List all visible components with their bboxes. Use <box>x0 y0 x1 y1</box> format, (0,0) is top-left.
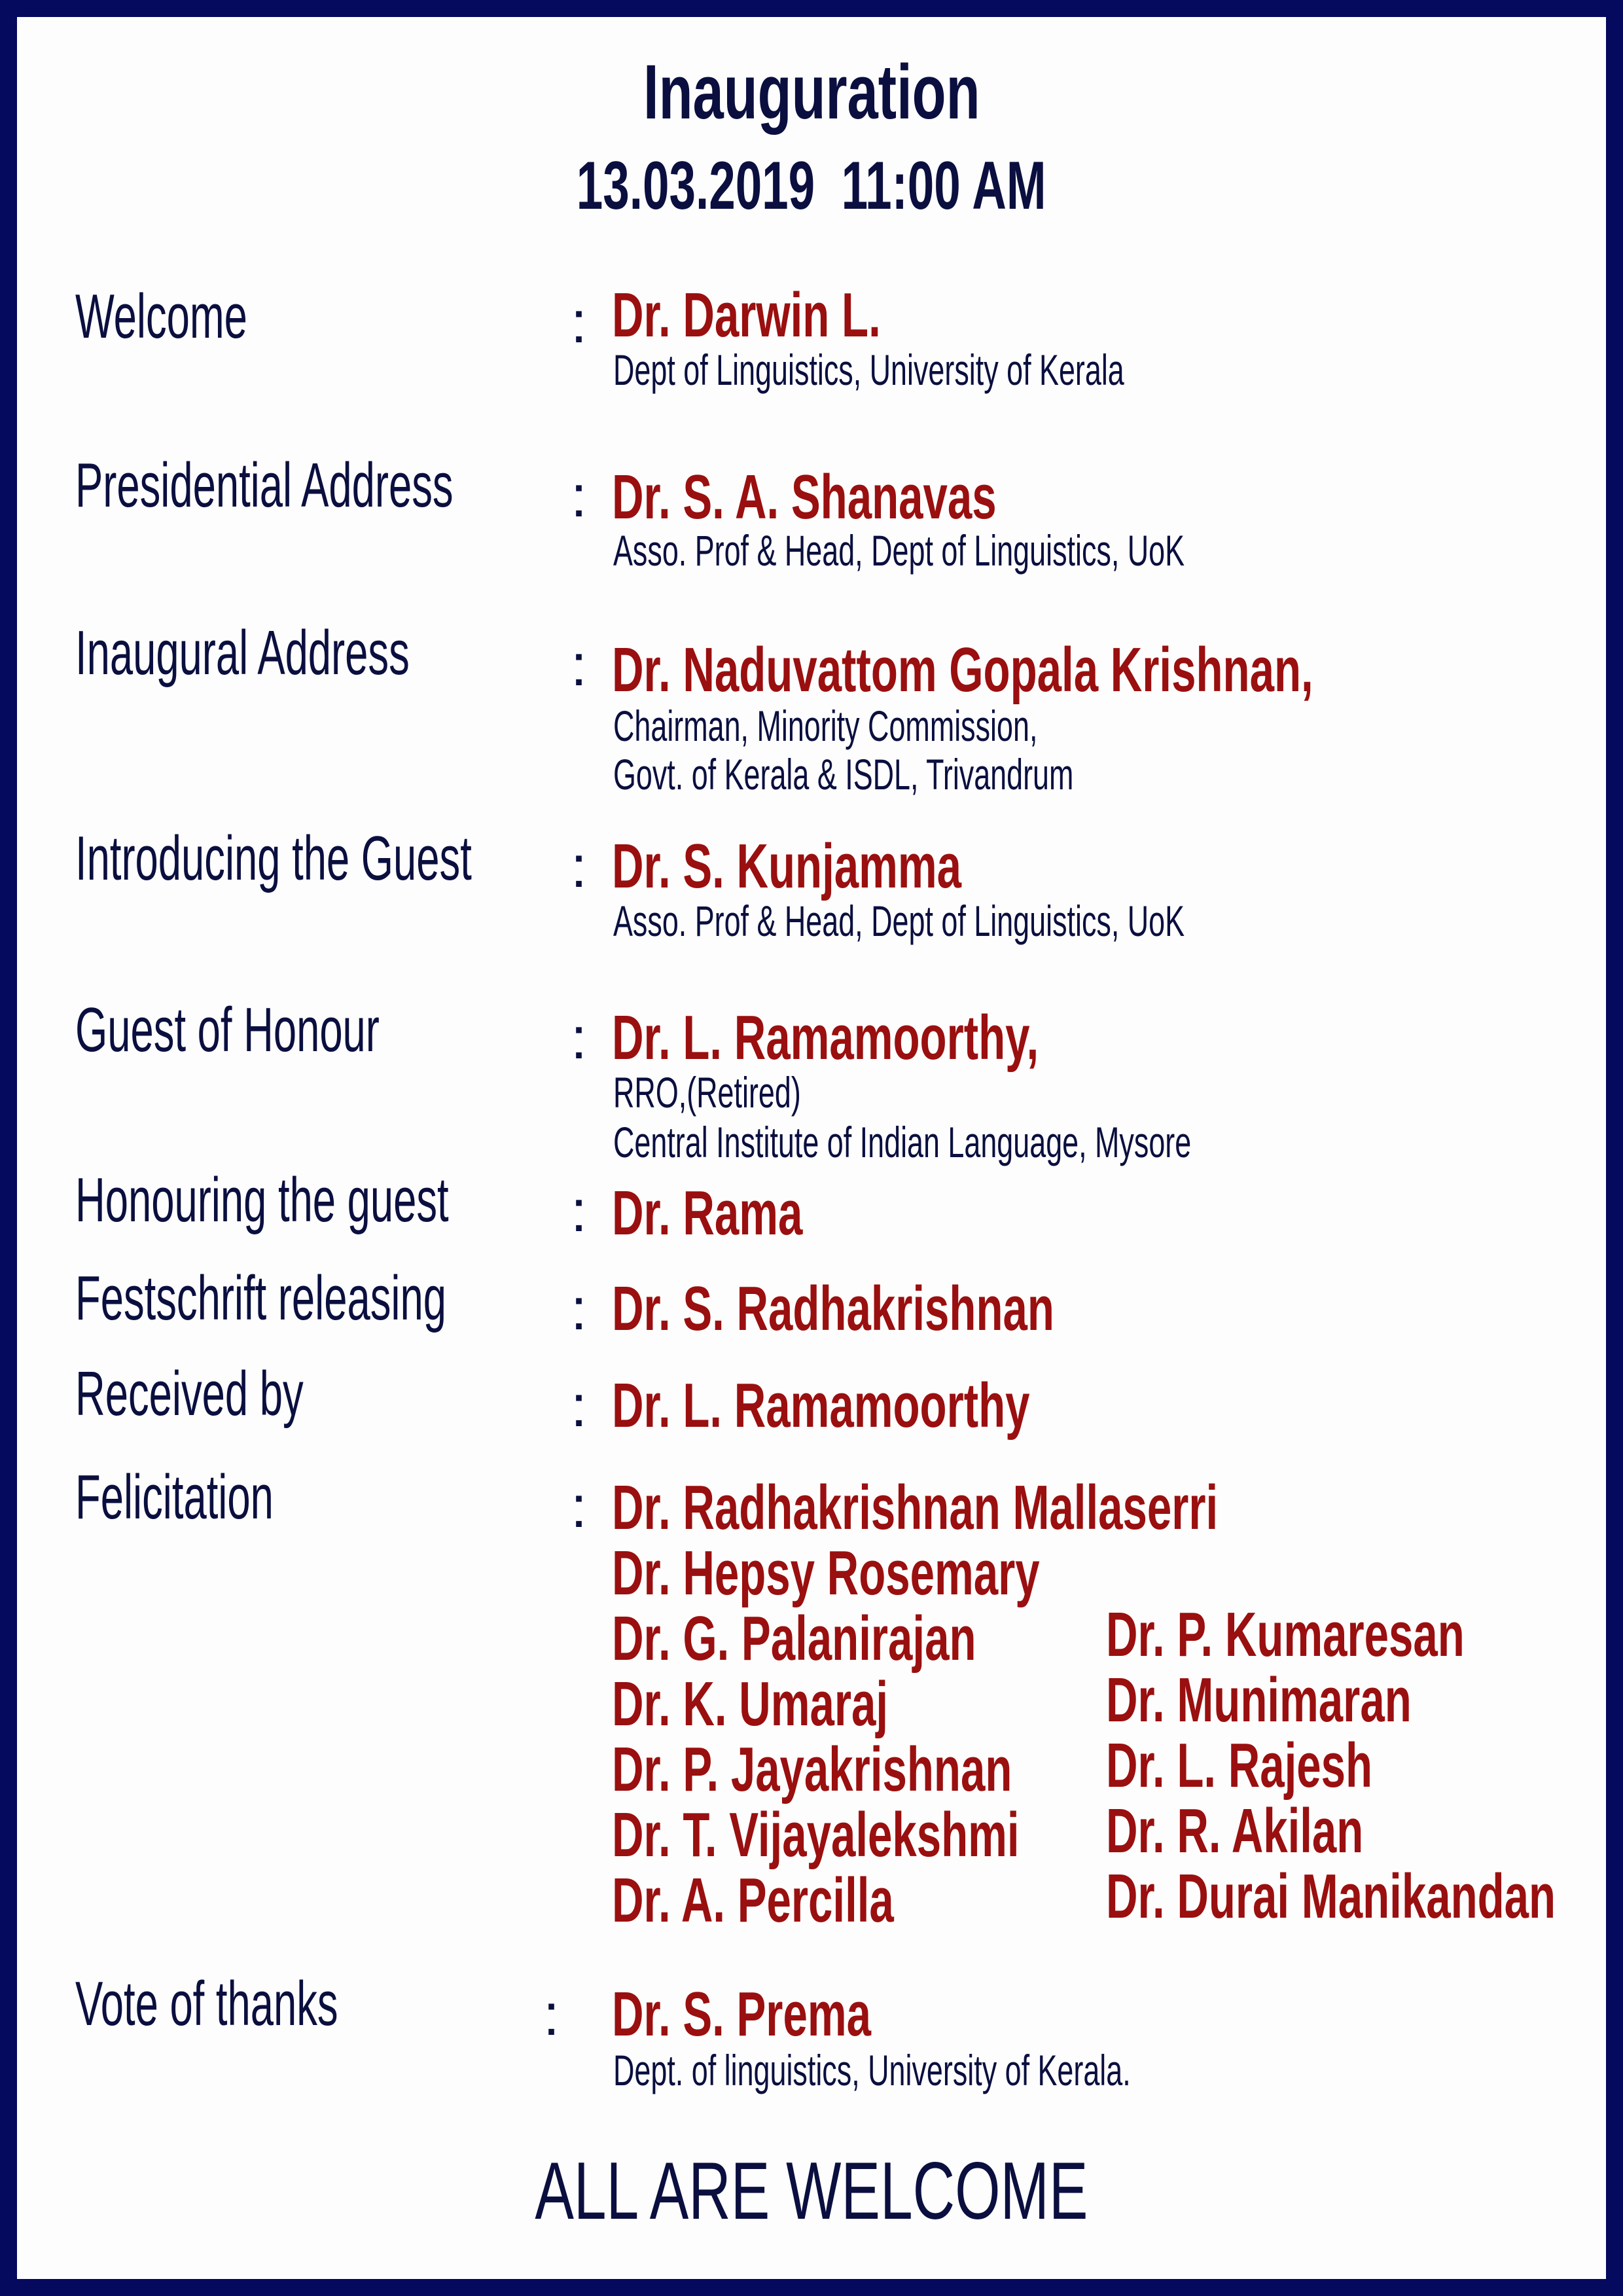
felicitation-name-left: Dr. K. Umaraj <box>612 1669 889 1739</box>
desc-vote-of-thanks: Dept. of linguistics, University of Kerala. <box>613 2046 1131 2094</box>
colon-received-by: : <box>571 1374 588 1439</box>
colon-felicitation: : <box>571 1475 588 1540</box>
label-vote-of-thanks: Vote of thanks <box>75 1969 338 2039</box>
event-datetime <box>0 148 1623 224</box>
name-presidential-address: Dr. S. A. Shanavas <box>612 462 997 532</box>
desc-welcome: Dept of Linguistics, University of Kerala <box>613 346 1124 394</box>
felicitation-name-left: Dr. P. Jayakrishnan <box>612 1734 1012 1804</box>
label-honouring-guest: Honouring the guest <box>75 1165 449 1235</box>
felicitation-name-left: Dr. Hepsy Rosemary <box>612 1538 1040 1608</box>
colon-guest-of-honour: : <box>571 1006 588 1071</box>
name-vote-of-thanks: Dr. S. Prema <box>612 1979 871 2049</box>
desc-presidential-address: Asso. Prof & Head, Dept of Linguistics, UoK <box>613 526 1185 575</box>
desc-inaugural-address-line1: Chairman, Minority Commission, <box>613 702 1038 750</box>
label-inaugural-address: Inaugural Address <box>75 618 410 688</box>
felicitation-name-left: Dr. T. Vijayalekshmi <box>612 1800 1020 1870</box>
footer-welcome <box>0 2146 1623 2236</box>
name-received-by: Dr. L. Ramamoorthy <box>612 1371 1030 1441</box>
label-felicitation: Felicitation <box>75 1462 274 1532</box>
name-welcome: Dr. Darwin L. <box>612 280 881 350</box>
page-title <box>0 49 1623 135</box>
felicitation-name-left: Dr. Radhakrishnan Mallaserri <box>612 1473 1219 1543</box>
colon-presidential-address: : <box>571 464 588 529</box>
desc-introducing-guest: Asso. Prof & Head, Dept of Linguistics, UoK <box>613 897 1185 945</box>
felicitation-name-right: Dr. P. Kumaresan <box>1106 1600 1465 1670</box>
felicitation-name-left: Dr. A. Percilla <box>612 1865 894 1935</box>
name-inaugural-address: Dr. Naduvattom Gopala Krishnan, <box>612 635 1313 705</box>
label-introducing-guest: Introducing the Guest <box>75 823 472 893</box>
felicitation-name-right: Dr. Munimaran <box>1106 1665 1412 1735</box>
desc-guest-of-honour-line2: Central Institute of Indian Language, Mysore <box>613 1118 1192 1166</box>
footer-welcome-text: ALL ARE WELCOME <box>535 2146 1088 2236</box>
felicitation-name-right: Dr. Durai Manikandan <box>1106 1861 1556 1931</box>
event-datetime-text: 13.03.2019 11:00 AM <box>577 148 1046 224</box>
label-welcome: Welcome <box>75 281 247 351</box>
desc-guest-of-honour-line1: RRO,(Retired) <box>613 1068 801 1117</box>
name-guest-of-honour: Dr. L. Ramamoorthy, <box>612 1003 1039 1073</box>
colon-inaugural-address: : <box>571 633 588 698</box>
name-festschrift-releasing: Dr. S. Radhakrishnan <box>612 1274 1054 1344</box>
page-title-text: Inauguration <box>643 49 980 135</box>
label-received-by: Received by <box>75 1359 304 1429</box>
name-introducing-guest: Dr. S. Kunjamma <box>612 831 962 901</box>
colon-honouring-guest: : <box>571 1179 588 1244</box>
felicitation-name-right: Dr. R. Akilan <box>1106 1796 1364 1866</box>
name-honouring-guest: Dr. Rama <box>612 1178 803 1248</box>
colon-welcome: : <box>571 290 588 355</box>
colon-vote-of-thanks: : <box>543 1982 560 2048</box>
label-guest-of-honour: Guest of Honour <box>75 995 380 1065</box>
colon-introducing-guest: : <box>571 834 588 900</box>
felicitation-name-left: Dr. G. Palanirajan <box>612 1604 976 1674</box>
desc-inaugural-address-line2: Govt. of Kerala & ISDL, Trivandrum <box>613 750 1074 798</box>
label-festschrift-releasing: Festschrift releasing <box>75 1263 446 1333</box>
label-presidential-address: Presidential Address <box>75 450 454 520</box>
felicitation-name-right: Dr. L. Rajesh <box>1106 1731 1373 1801</box>
colon-festschrift-releasing: : <box>571 1277 588 1342</box>
